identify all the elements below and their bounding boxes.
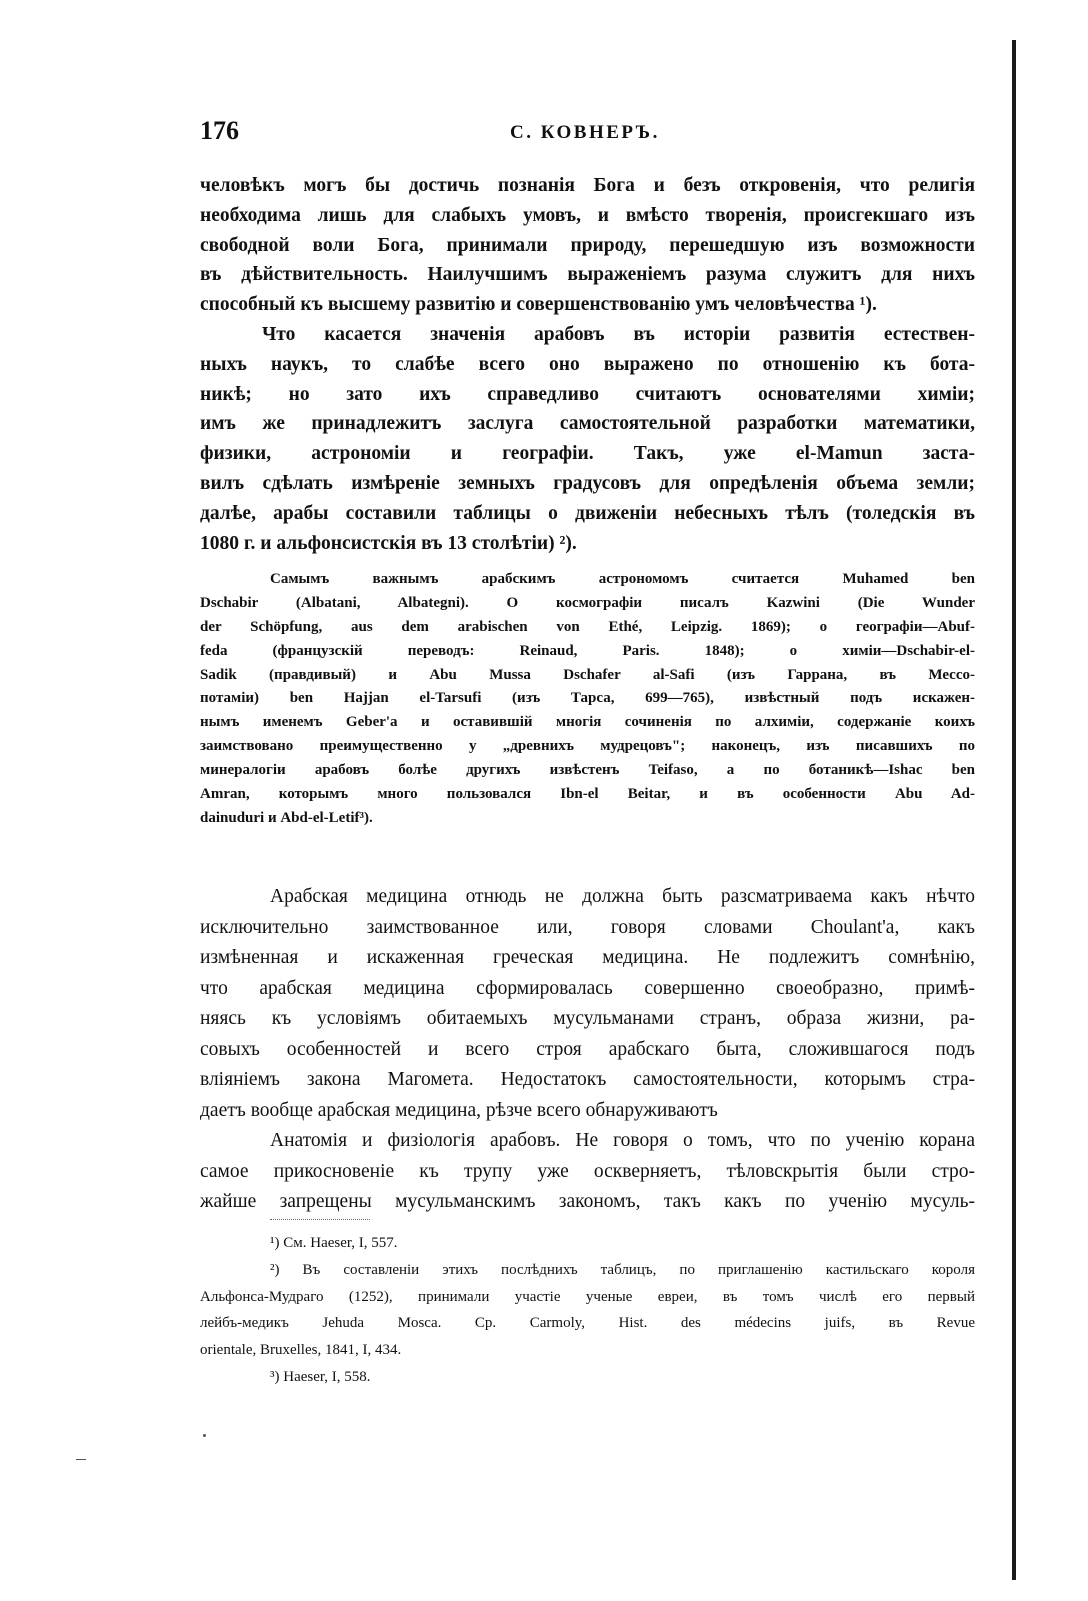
section-line: исключительно заимствованное или, говоря словами Choulant'а, какъ bbox=[200, 916, 975, 938]
section-line: Анатомія и физіологія арабовъ. Не говоря о томъ, что по ученію корана bbox=[270, 1130, 975, 1151]
main-paragraph bbox=[200, 171, 975, 558]
note-line: Самымъ важнымъ арабскимъ астрономомъ считается Muhamed ben bbox=[270, 571, 975, 587]
page-header bbox=[200, 116, 980, 150]
text-line: Что касается значенія арабовъ въ исторіи развитія естествен- bbox=[262, 323, 975, 345]
text-line: далѣе, арабы составили таблицы о движеніи небесныхъ тѣлъ (толедскія въ bbox=[200, 502, 975, 524]
note-line: нымъ именемъ Geber'а и оставившій многія сочиненія по алхиміи, содержаніе коихъ bbox=[200, 714, 975, 731]
footnote-line: ³) Haeser, I, 558. bbox=[270, 1368, 371, 1385]
footnotes bbox=[200, 1230, 975, 1391]
text-line: 1080 г. и альфонсистскія въ 13 столѣтіи) ²). bbox=[200, 532, 577, 554]
page-number: 176 bbox=[200, 116, 239, 145]
medicine-section bbox=[200, 882, 975, 1218]
text-line: ныхъ наукъ, то слабѣе всего оно выражено по отношенію къ бота- bbox=[200, 353, 975, 375]
running-head: С. КОВНЕРЪ. bbox=[510, 122, 660, 143]
section-line: измѣненная и искаженная греческая медицина. Не подлежитъ сомнѣнію, bbox=[200, 947, 975, 968]
print-speck bbox=[76, 1459, 86, 1460]
section-line: вліяніемъ закона Магомета. Недостатокъ самостоятельности, которымъ стра- bbox=[200, 1069, 975, 1090]
section-line: няясь къ условіямъ обитаемыхъ мусульманами странъ, образа жизни, ра- bbox=[200, 1008, 975, 1029]
footnote-line: ²) Въ составленіи этихъ послѣднихъ таблицъ, по приглашенію кастильскаго короля bbox=[270, 1261, 975, 1278]
text-line: въ дѣйствительность. Наилучшимъ выраженіемъ разума служитъ для нихъ bbox=[200, 264, 975, 286]
note-line: Sadik (правдивый) и Abu Mussa Dschafer al-Safi (изъ Гаррана, въ Мессо- bbox=[200, 666, 975, 683]
section-line: самое прикосновеніе къ трупу уже оскверняетъ, тѣловскрытія были стро- bbox=[200, 1160, 975, 1182]
note-line: потаміи) ben Hajjan el-Tarsufi (изъ Тарса, 699—765), извѣстный подъ искажен- bbox=[200, 690, 975, 707]
note-line: заимствовано преимущественно у „древнихъ мудрецовъ"; наконецъ, изъ писавшихъ по bbox=[200, 738, 975, 755]
section-line: Арабская медицина отнюдь не должна быть разсматриваема какъ нѣчто bbox=[270, 886, 975, 907]
footnote-line: orientale, Bruxelles, 1841, I, 434. bbox=[200, 1342, 402, 1359]
section-line: совыхъ особенностей и всего строя арабскаго быта, сложившагося подъ bbox=[200, 1038, 975, 1060]
note-line: минералогіи арабовъ болѣе другихъ извѣстенъ Teifaso, а по ботаникѣ—Ishac ben bbox=[200, 762, 975, 779]
note-line: dainuduri и Abd-el-Letif³). bbox=[200, 809, 373, 826]
footnote-line: Альфонса-Мудраго (1252), принимали участіе ученые евреи, въ томъ числѣ его первый bbox=[200, 1288, 975, 1305]
section-line: жайше запрещены мусульманскимъ закономъ, такъ какъ по ученію мусуль- bbox=[200, 1191, 975, 1212]
text-line: человѣкъ могъ бы достичь познанія Бога и безъ откровенія, что религія bbox=[200, 175, 975, 196]
section-line: даетъ вообще арабская медицина, рѣзче всего обнаруживаютъ bbox=[200, 1099, 718, 1121]
text-line: имъ же принадлежитъ заслуга самостоятельной разработки математики, bbox=[200, 413, 975, 435]
text-line: вилъ сдѣлать измѣреніе земныхъ градусовъ для опредѣленія объема земли; bbox=[200, 472, 975, 494]
print-speck bbox=[203, 1434, 206, 1437]
section-line: что арабская медицина сформировалась совершенно своеобразно, примѣ- bbox=[200, 977, 975, 999]
text-line: необходима лишь для слабыхъ умовъ, и вмѣсто творенія, происгекшаго изъ bbox=[200, 204, 975, 226]
footnote-line: лейбъ-медикъ Jehuda Mosca. Ср. Carmoly, Hist. des médecins juifs, въ Revue bbox=[200, 1315, 975, 1332]
text-line: никѣ; но зато ихъ справедливо считаютъ основателями химіи; bbox=[200, 383, 975, 405]
text-line: физики, астрономіи и географіи. Такъ, уже el-Mamun заста- bbox=[200, 443, 975, 465]
text-line: способный къ высшему развитію и совершенствованію умъ человѣчества ¹). bbox=[200, 294, 877, 316]
page-edge-line bbox=[1012, 40, 1016, 1580]
text-line: свободной воли Бога, принимали природу, перешедшую изъ возможности bbox=[200, 234, 975, 256]
note-line: Dschabir (Albatani, Albategni). О космографіи писалъ Kazwini (Die Wunder bbox=[200, 594, 975, 611]
note-line: Amran, которымъ много пользовался Ibn-el Beitar, и въ особенности Abu Ad- bbox=[200, 786, 975, 803]
small-print-note bbox=[200, 568, 975, 831]
note-line: feda (французскій переводъ: Reinaud, Paris. 1848); о химіи—Dschabir-el- bbox=[200, 642, 975, 659]
note-line: der Schöpfung, aus dem arabischen von Ethé, Leipzig. 1869); о географіи—Abuf- bbox=[200, 618, 975, 635]
footnote-separator bbox=[270, 1219, 370, 1220]
footnote-line: ¹) См. Haeser, I, 557. bbox=[270, 1235, 398, 1251]
